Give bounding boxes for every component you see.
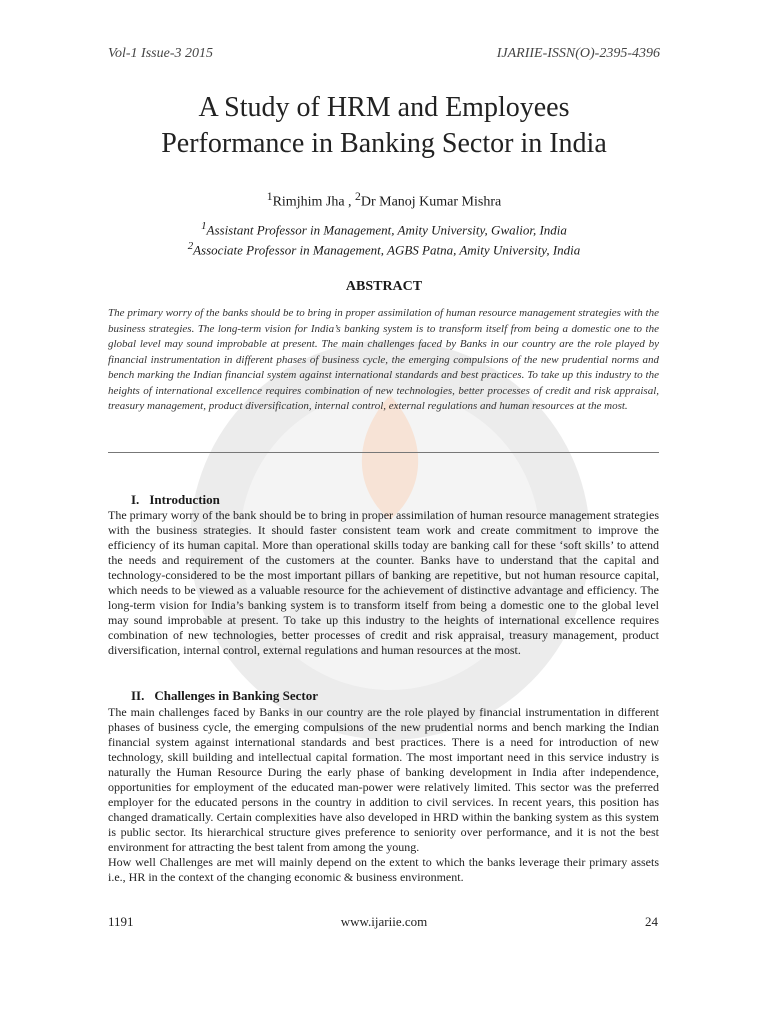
affiliation-2-marker: 2 (187, 240, 194, 253)
affiliation-2 (60, 238, 708, 258)
affiliation-1-text: Assistant Professor in Management, Amity University, Gwalior, India (206, 222, 567, 238)
section-number: II. (131, 688, 145, 703)
section-title: Challenges in Banking Sector (154, 688, 318, 703)
affiliation-2-text: Associate Professor in Management, AGBS Patna, Amity University, India (193, 242, 581, 258)
paper-title-line-2: Performance in Banking Sector in India (161, 128, 607, 159)
challenges-paragraph-2: How well Challenges are met will mainly depend on the extent to which the banks leverage their primary assets i.e., HR in the context of the changing economic & business environment. (108, 855, 659, 884)
affiliations (60, 218, 708, 259)
section-title: Introduction (149, 492, 220, 507)
footer-paper-id: 1191 (108, 914, 134, 929)
footer-page-number: 24 (645, 914, 658, 929)
author-1-name: Rimjhim Jha , (272, 194, 356, 210)
author-list (60, 190, 708, 211)
paper-title (60, 90, 708, 162)
affiliation-1-marker: 1 (201, 220, 207, 232)
challenges-paragraph-1: The main challenges faced by Banks in our country are the role played by financial instrumentation in different phases of business cycle, the emerging compulsions of the new prudential norms and bench marking the Indian financial system against international standards and best practices. There is a need for introduction of new technology, skill building and intellectual capital formation. The most important need in this service industry is naturally the Human Resource During the early phase of banking development in India after independence, opportunities for employment of the educated man-power were relatively limited. This sector was the preferred employer for the educated persons in the country in addition to civil services. In recent years, this position has changed dramatically. Certain complexities have also developed in HRD within the banking system as this system is public sector. Its hierarchical structure gives preference to seniority over performance, and it is not the best environment for attracting the best talent from among the young. (108, 705, 659, 854)
section-heading-challenges (131, 688, 318, 704)
section-divider (108, 452, 659, 453)
section-heading-introduction (131, 492, 220, 508)
author-2-name: Dr Manoj Kumar Mishra (360, 194, 502, 210)
running-header-issn: IJARIIE-ISSN(O)-2395-4396 (496, 46, 660, 61)
running-header-volume: Vol-1 Issue-3 2015 (108, 46, 213, 61)
abstract-text: The primary worry of the banks should be to bring in proper assimilation of human resource management strategies with the business strategies. The long-term vision for India’s banking system is to transform itself from being a domestic one to the global level may sound improbable at present. The main challenges faced by Banks in our country are the role played by financial instrumentation in different phases of business cycle, the emerging compulsions of the new prudential norms and bench marking the Indian financial system against international standards and best practices. To take up this industry to the heights of international excellence requires combination of new technologies, better processes of credit and risk appraisal, treasury management, product diversification, internal control, external regulations and human resources at the most. (108, 307, 659, 412)
affiliation-1 (60, 218, 708, 238)
paper-title-line-1: A Study of HRM and Employees (198, 92, 570, 123)
introduction-paragraph: The primary worry of the bank should be to bring in proper assimilation of human resource management strategies with the business strategies. It should faster consistent team work and create commitment to improve the efficiency of its human capital. More than operational skills today are banking call for these ‘soft skills’ to attend the needs and requirement of the customers at the counter. Banks have to understand that the capital and technology-considered to be the most important pillars of banking are repetitive, but not human resource capital, which needs to be viewed as a valuable resource for the achievement of distinctive advantage and efficiency. The long-term vision for India’s banking system is to transform itself from being a domestic one to the global level may sound improbable at present. To take up this industry to the heights of international excellence requires combination of new technologies, better processes of credit and risk appraisal, treasury management, product diversification, internal control, external regulations and human resources at the most. (108, 508, 659, 657)
author-2-marker: 2 (355, 190, 361, 203)
abstract-heading: ABSTRACT (345, 279, 423, 294)
footer-website: www.ijariie.com (340, 914, 428, 929)
author-1-marker: 1 (266, 190, 273, 203)
challenges-body (108, 705, 659, 885)
section-number: I. (131, 492, 140, 507)
